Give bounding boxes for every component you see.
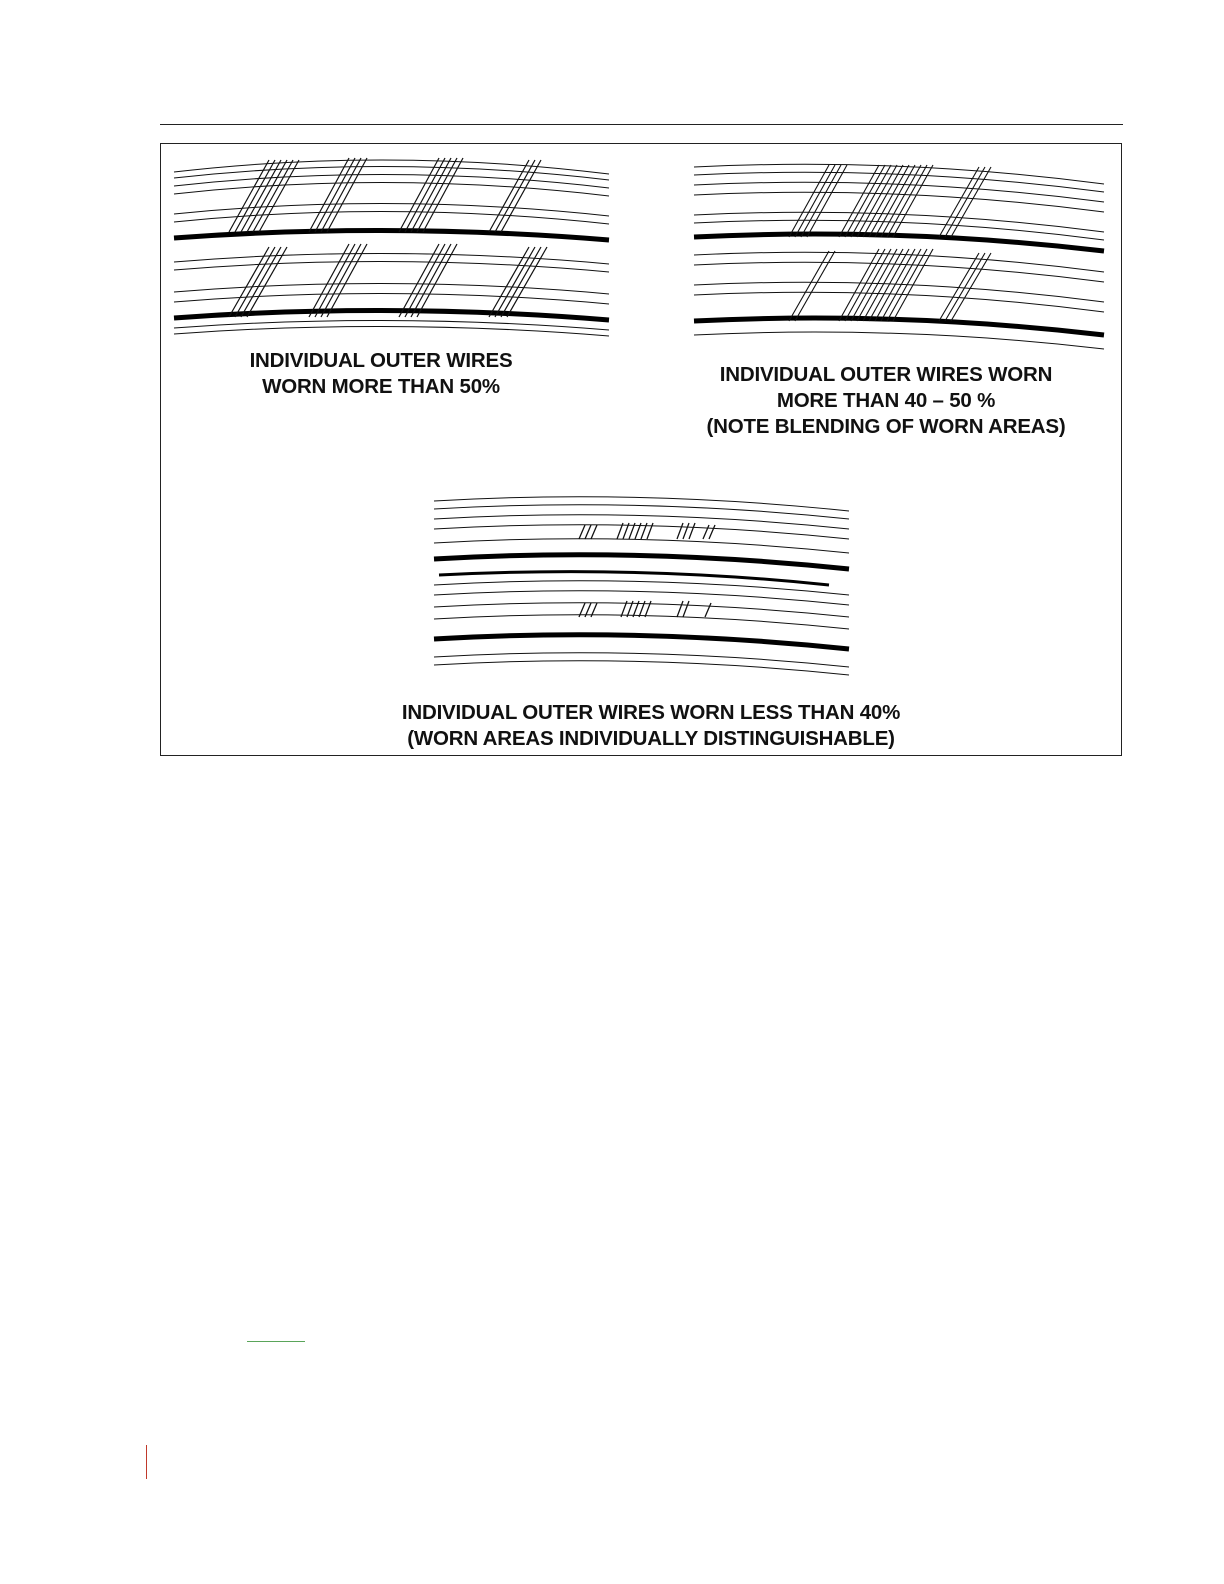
caption-worn-40-50: INDIVIDUAL OUTER WIRES WORN MORE THAN 40 – 50 % (NOTE BLENDING OF WORN AREAS) xyxy=(706,363,1066,438)
footnote-separator xyxy=(247,1341,305,1342)
caption-worn-more-than-50: INDIVIDUAL OUTER WIRES WORN MORE THAN 50% xyxy=(249,349,513,398)
caption-worn-less-than-40: INDIVIDUAL OUTER WIRES WORN LESS THAN 40% (WORN AREAS INDIVIDUALLY DISTINGUISHABLE) xyxy=(401,701,901,750)
rope-illustration-worn-40-50 xyxy=(689,159,1114,354)
rope-illustration-worn-more-than-50 xyxy=(169,152,619,342)
wire-rope-wear-figure xyxy=(160,143,1122,756)
header-rule xyxy=(160,124,1123,125)
revision-margin-mark xyxy=(146,1445,147,1479)
rope-illustration-worn-less-than-40 xyxy=(429,489,859,679)
